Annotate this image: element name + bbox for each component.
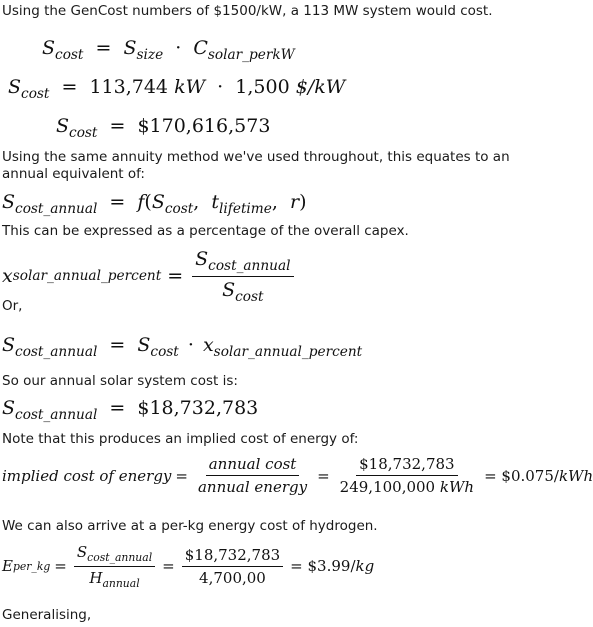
paragraph-annual-cost: So our annual solar system cost is: (2, 373, 238, 389)
equation-percent-fraction: x solar_annual_percent = $\frac{S_{cost\_annual}}{S_{cost}}$ (2, 248, 297, 305)
paragraph-or: Or, (2, 298, 23, 314)
paragraph-per-kg: We can also arrive at a per-kg energy cost of hydrogen. (2, 518, 378, 534)
equation-cost-formula: $S_{cost} = S_{size} \cdot C_{solar\_perkW}$ (42, 37, 295, 63)
equation-cost-result: $S_{cost}$ = $170,616,573 (56, 115, 271, 141)
paragraph-percentage: This can be expressed as a percentage of the overall capex. (2, 223, 409, 239)
paragraph-annuity: Using the same annuity method we've used throughout, this equates to an annual equivalent of: (2, 149, 510, 182)
paragraph-gencost: Using the GenCost numbers of $1500/kW, a 113 MW system would cost. (2, 3, 493, 19)
equation-annual-product: $S_{cost\_annual} = S_{cost} \cdot x_{solar\_annual\_percent}$ (2, 334, 363, 360)
equation-annuity-function: $S_{cost\_annual} = f(S_{cost}$, $t_{lifetime}$, r) (2, 191, 307, 217)
equation-per-kg-cost: E per_kg = $\frac{S_{cost\_annual}}{H_{annual}}$ = $\frac{\$18,732,783}{4,700,00}$ = $3.99/ kg (2, 543, 375, 590)
equation-implied-cost-energy: implied cost of energy = $\frac{\text{annual cost}}{\text{annual energy}}$ = $\frac{\$18,732,783}{\text{249,100,000 kWh}}$ = $0.075/ kWh (2, 455, 593, 496)
paragraph-generalising: Generalising, (2, 607, 92, 623)
equation-annual-cost-result: $S_{cost\_annual}$ = $18,732,783 (2, 397, 259, 423)
equation-cost-substitution: $S_{cost} = 113,744$ kW · 1,500 $/kW (8, 76, 346, 102)
paragraph-implied-cost: Note that this produces an implied cost of energy of: (2, 431, 359, 447)
